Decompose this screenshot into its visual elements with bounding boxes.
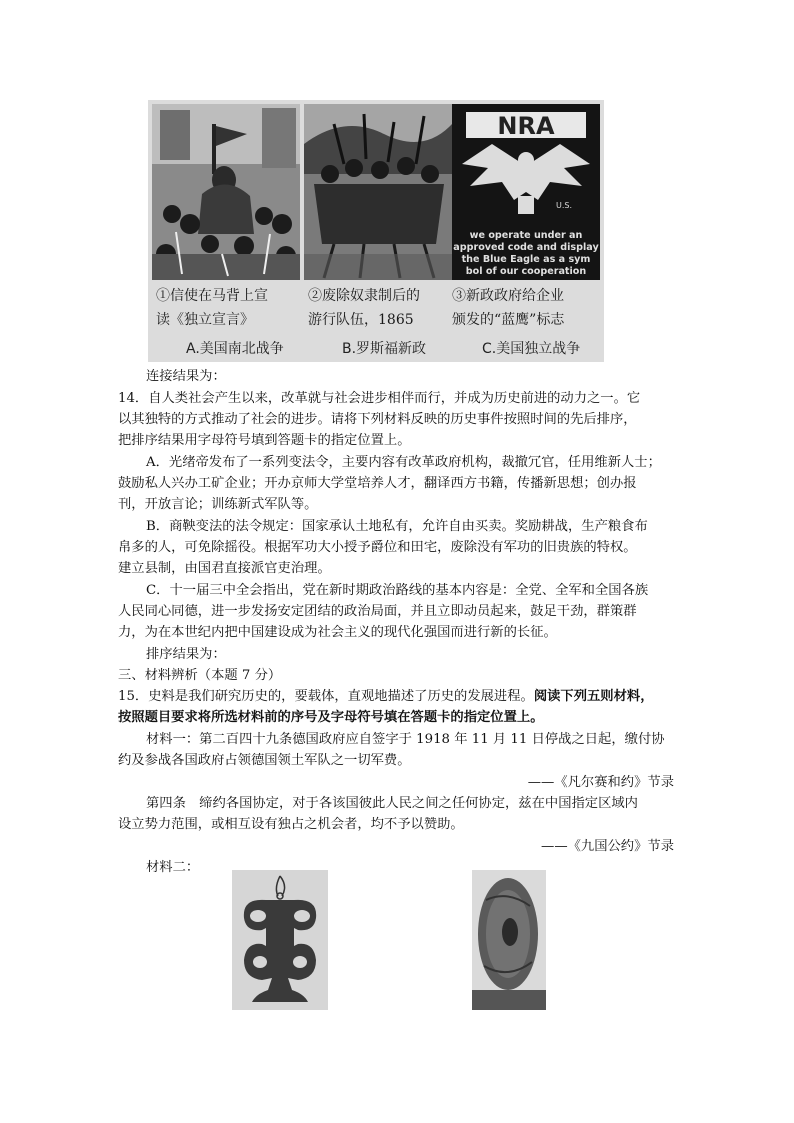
photo-caption-1-line-2: 读《独立宣言》 [156,312,254,328]
photo-caption-1 [156,284,296,332]
material-a-line-1: A．光绪帝发布了一系列变法令，主要内容有改革政府机构，裁撤冗官，任用维新人士； [146,455,661,470]
question-15-instruction-bold: 阅读下列五则材料， [533,689,654,704]
material-one-line-2: 约及参战各国政府占领德国领土军队之一切军费。 [118,753,411,768]
abolition-parade-photo [304,104,452,280]
article-four-line-1: 第四条 缔约各国协定，对于各该国彼此人民之间之任何协定，兹在中国指定区域内 [146,796,638,811]
material-c-line-1: C．十一届三中全会指出，党在新时期政治路线的基本内容是：全党、全军和全国各族 [146,583,649,598]
photo-caption-1-line-1: ①信使在马背上宣 [156,288,268,304]
photo-caption-2-line-2: 游行队伍，1865 [308,312,414,328]
question-14-line-2: 以其独特的方式推动了社会的进步。请将下列材料反映的历史事件按照时间的先后排序， [118,412,637,427]
question-14-line-1: 14．自人类社会产生以来，改革就与社会进步相伴而行，并成为历史前进的动力之一。它 [118,391,641,406]
section-three-heading: 三、材料辨析（本题 7 分） [118,668,282,683]
material-a-line-2: 鼓励私人兴办工矿企业；开办京师大学堂培养人才，翻译西方书籍，传播新思想；创办报 [118,476,637,491]
photo-caption-3-line-2: 颁发的“蓝鹰”标志 [452,312,565,328]
photo-caption-2-line-1: ②废除奴隶制后的 [308,288,420,304]
poster-text-2: approved code and display [453,242,599,253]
poster-text-4: bol of our cooperation [465,266,587,277]
question-15-line-2: 按照题目要求将所选材料前的序号及字母符号填在答题卡的指定位置上。 [118,710,544,725]
photo-caption-3-line-1: ③新政政府给企业 [452,288,564,304]
poster-title: NRA [497,112,555,140]
poster-text-1: we operate under an [469,230,583,241]
material-one-line-1: 材料一：第二百四十九条德国政府应自签字于 1918 年 11 月 11 日停战之日起，缴付协 [146,732,665,747]
material-b-line-3: 建立县制，由国君直接派官吏治理。 [118,561,331,576]
material-two-label: 材料二： [146,860,200,875]
article-four-line-2: 设立势力范围，或相互设有独占之机会者，均不予以赞助。 [118,817,464,832]
photo-caption-3 [452,284,602,332]
material-b-line-2: 帛多的人，可免除摇役。根据军功大小授予爵位和田宅，废除没有军功的旧贵族的特权。 [118,540,637,555]
poster-mark: U.S. [556,201,573,210]
match-option-a: A.美国南北战争 [186,341,284,357]
material-b-line-1: B．商鞅变法的法令规定：国家承认土地私有，允许自由买卖。奖励耕战，生产粮食布 [146,519,648,534]
ancient-coin-figure [232,870,328,1010]
question-14-line-3: 把排序结果用字母符号填到答题卡的指定位置上。 [118,433,411,448]
sorting-answer-prompt: 排序结果为： [146,647,226,662]
match-option-c: C.美国独立战争 [482,341,581,357]
material-c-line-3: 力，为在本世纪内把中国建设成为社会主义的现代化强国而进行新的长征。 [118,625,557,640]
match-option-b: B.罗斯福新政 [342,341,427,357]
material-a-line-3: 刊，开放言论；训练新式军队等。 [118,497,318,512]
versailles-source: ——《凡尔赛和约》节录 [527,775,674,790]
photo-caption-2 [308,284,448,332]
material-c-line-2: 人民同心同德，进一步发扬安定团结的政治局面，并且立即动员起来，鼓足干劲，群策群 [118,604,637,619]
nine-power-source: ——《九国公约》节录 [541,839,674,854]
question-15-line-1 [118,686,678,707]
history-photo-panel [148,100,604,362]
question-15-intro: 15．史料是我们研究历史的，要载体，直观地描述了历史的发展进程。 [118,689,534,704]
ancient-round-coin-figure [472,870,546,1010]
messenger-reading-declaration-photo [152,104,300,280]
blue-eagle-poster [452,104,600,280]
poster-text-3: the Blue Eagle as a sym [461,254,591,265]
matching-answer-prompt: 连接结果为： [146,369,226,384]
